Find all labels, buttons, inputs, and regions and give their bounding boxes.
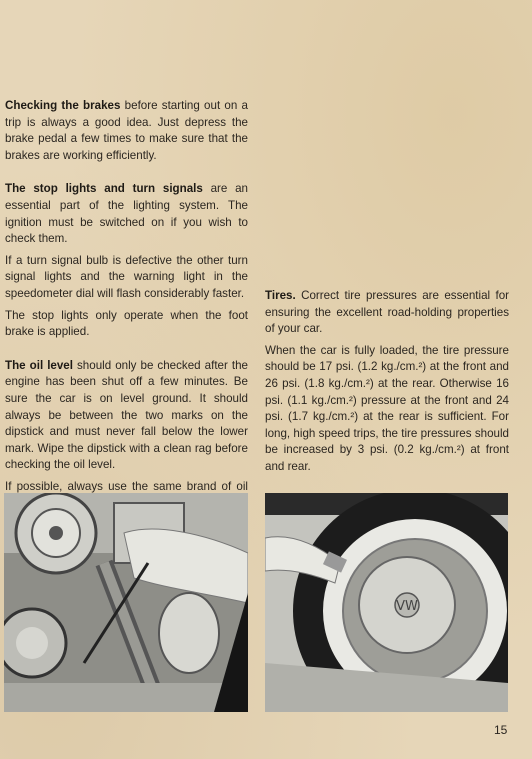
- brakes-paragraph: [5, 98, 248, 164]
- brakes-text: before starting out on a trip is always a good idea. Just depress the brake pedal a few times to make sure that the brakes are working efficiently.: [5, 99, 248, 162]
- tire-illustration: [265, 493, 508, 712]
- oil-level-heading: The oil level: [5, 358, 73, 372]
- tires-paragraph: [265, 288, 509, 338]
- tires-heading: Tires.: [265, 289, 296, 302]
- stop-lights-text: are an essential part of the lighting system. The ignition must be switched on if you wish to check them.: [5, 182, 248, 246]
- oil-level-text: should only be checked after the engine has been shut off a few minutes. Be sure the car is on level ground. It should always be between the two marks on the dipstick and must never fall below the lower mark. Wipe the dipstick with a clean rag before checking the oil level.: [5, 358, 248, 472]
- oil-brand-paragraph: If possible, always use the same brand of oil: [5, 479, 248, 493]
- oil-level-paragraph: [5, 358, 248, 474]
- foot-brake-paragraph: The stop lights only operate when the foot brake is applied.: [5, 308, 248, 339]
- tires-text: Correct tire pressures are essential for ensuring the excellent road-holding properties of your car.: [265, 289, 509, 336]
- stop-lights-heading: The stop lights and turn signals: [5, 182, 203, 196]
- page-number: 15: [494, 723, 508, 737]
- tire-gauge-photo: [265, 493, 508, 712]
- tire-pressure-paragraph: When the car is fully loaded, the tire pressure should be 17 psi. (1.2 kg./cm.²) at the front and 26 psi. (1.8 kg./cm.²) at the rear. Otherwise 16 psi. (1.1 kg./cm.²) pressure at the front and 24 psi. (1.7 kg./cm.²) at the rear is sufficient. For long, high speed trips, the tire pressures should be increased by 3 psi. (0.2 kg./cm.²) at front and rear.: [265, 343, 509, 473]
- stop-lights-paragraph: [5, 181, 248, 247]
- left-column: [5, 98, 248, 517]
- svg-text:VW: VW: [396, 599, 418, 614]
- turn-signal-paragraph: If a turn signal bulb is defective the other turn signal lights and the warning light in the speedometer dial will flash considerably faster.: [5, 253, 248, 300]
- brakes-heading: Checking the brakes: [5, 99, 121, 112]
- right-column: [265, 288, 509, 481]
- engine-illustration: [4, 493, 248, 712]
- engine-dipstick-photo: [4, 493, 248, 712]
